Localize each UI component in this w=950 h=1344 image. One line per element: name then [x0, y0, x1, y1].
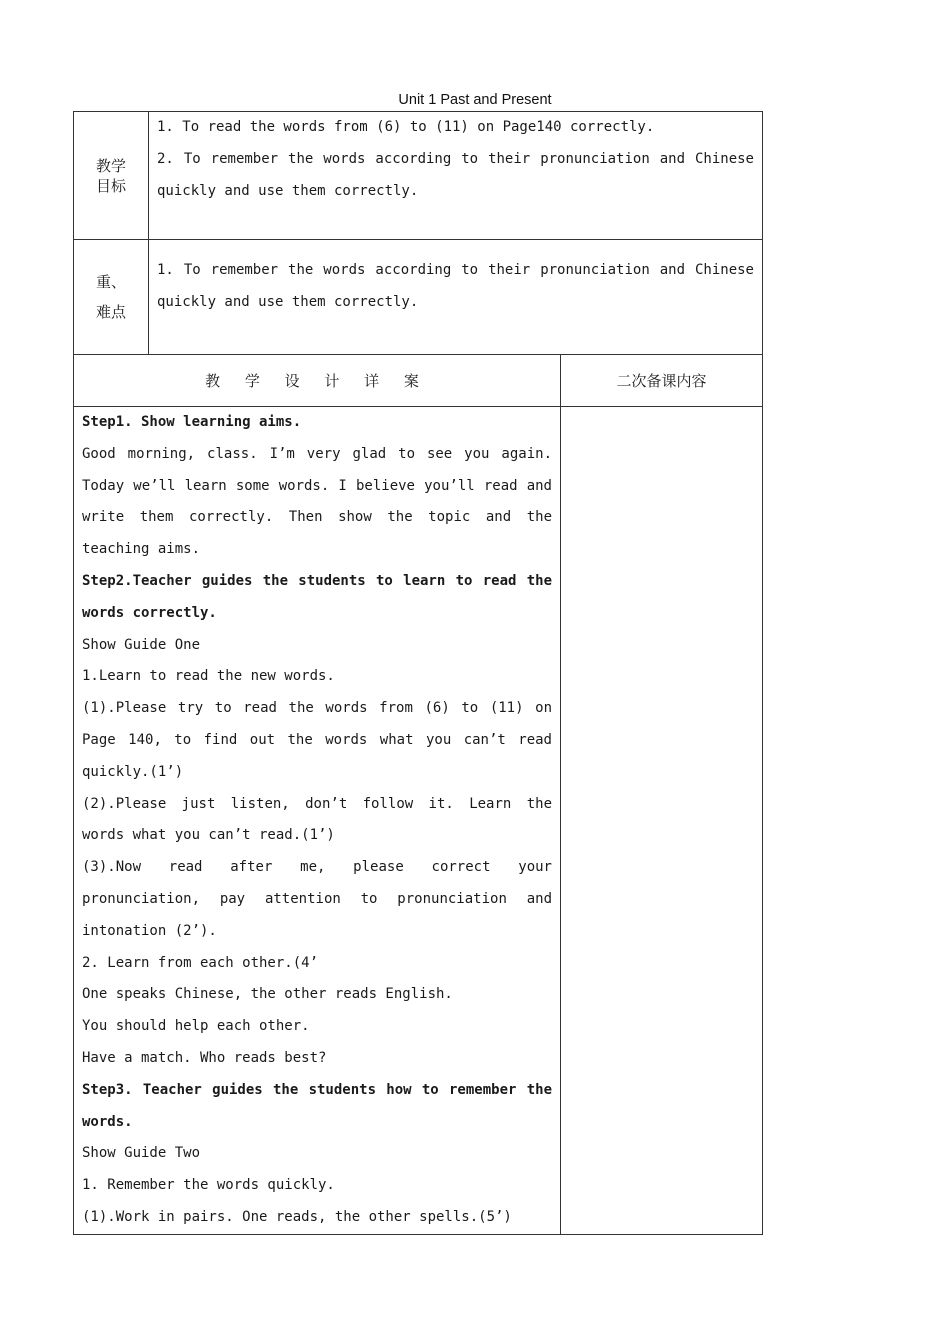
secondary-header	[561, 355, 763, 407]
step3-title: Step3. Teacher guides the students how to remember the words.	[82, 1081, 552, 1130]
step2-item-2: (2).Please just listen, don’t follow it. Learn the words what you can’t read.(1’)	[82, 795, 552, 844]
step2-title: Step2.Teacher guides the students to learn to read the words correctly.	[82, 572, 552, 621]
step1-title: Step1. Show learning aims.	[82, 414, 302, 430]
guide-one: Show Guide One	[82, 636, 201, 653]
objectives-content	[149, 112, 763, 240]
key-points-label-line2: 难点	[95, 303, 126, 321]
work-in-pairs: (1).Work in pairs. One reads, the other spells.(5’)	[82, 1208, 512, 1225]
secondary-notes-cell	[561, 407, 763, 1235]
objectives-label-line2: 目标	[95, 176, 126, 195]
secondary-header-text: 二次备课内容	[616, 372, 707, 390]
step2-item-1: (1).Please try to read the words from (6) to (11) on Page 140, to find out the words what you can’t read quickly.(1’)	[82, 700, 552, 780]
step2-item-3: (3).Now read after me, please correct your pronunciation, pay attention to pronunciation and intonation (2’).	[82, 859, 552, 939]
learn-each-other: 2. Learn from each other.(4’	[82, 954, 319, 971]
objective-item-2: 2. To remember the words according to their pronunciation and Chinese quickly and use them correctly.	[157, 150, 754, 199]
learn-read: 1.Learn to read the new words.	[82, 668, 335, 685]
lesson-plan-table	[73, 111, 763, 1235]
design-header	[74, 355, 561, 407]
key-point-item-1: 1. To remember the words according to their pronunciation and Chinese quickly and use them correctly.	[157, 262, 754, 310]
guide-two: Show Guide Two	[82, 1145, 201, 1162]
one-speaks: One speaks Chinese, the other reads English.	[82, 986, 453, 1003]
objectives-label	[74, 112, 149, 240]
design-header-row	[74, 355, 763, 407]
design-body-row	[74, 407, 763, 1235]
objectives-label-line1: 教学	[95, 156, 126, 175]
step1-text: Good morning, class. I’m very glad to see you again. Today we’ll learn some words. I believe you’ll read and write them correctly. Then show the topic and the teaching aims.	[82, 445, 552, 558]
design-body	[74, 407, 561, 1235]
remember-quickly: 1. Remember the words quickly.	[82, 1177, 335, 1194]
key-points-content	[149, 240, 763, 355]
key-points-row	[74, 240, 763, 355]
objective-item-1: 1. To read the words from (6) to (11) on Page140 correctly.	[157, 119, 655, 135]
help-each-other: You should help each other.	[82, 1018, 310, 1035]
key-points-label	[74, 240, 149, 355]
key-points-label-line1: 重、	[95, 273, 126, 291]
document-title: Unit 1 Past and Present	[398, 92, 552, 108]
objectives-row	[74, 112, 763, 240]
design-header-text: 教 学 设 计 详 案	[205, 372, 429, 390]
have-a-match: Have a match. Who reads best?	[82, 1049, 327, 1066]
